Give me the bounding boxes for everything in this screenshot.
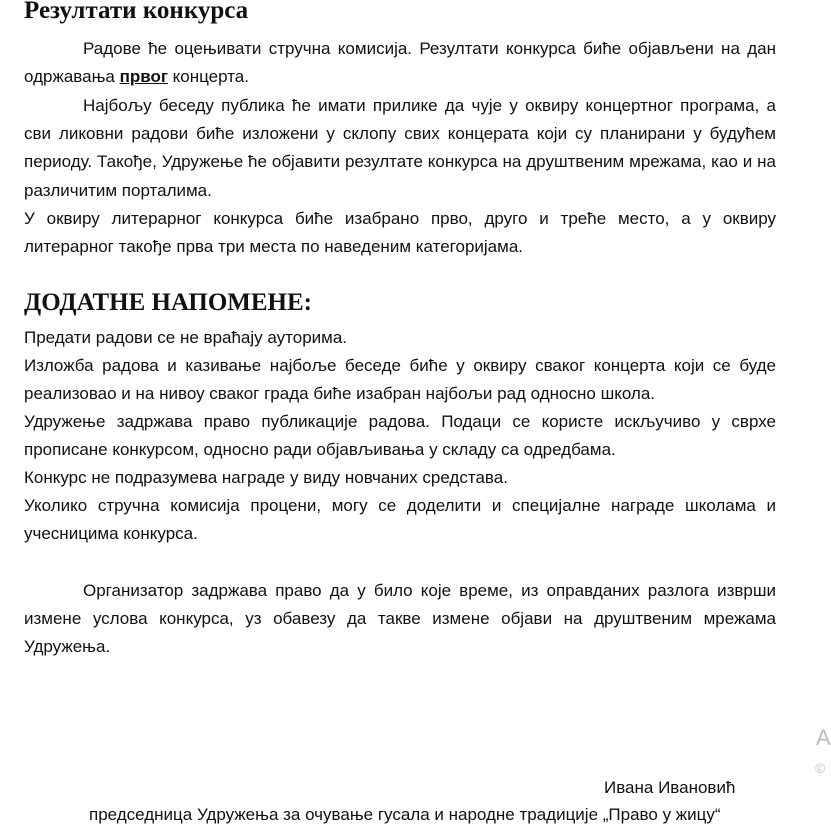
notes-heading: ДОДАТНЕ НАПОМЕНЕ:: [24, 289, 312, 316]
note-item: Удружење задржава право публикације радова. Подаци се користе искључиво у сврхе прописане конкурсом, односно ради објављивања у складу са одредбама.: [24, 412, 776, 460]
note-item: Уколико стручна комисија процени, могу се доделити и специјалне награде школама и учесницима конкурса.: [24, 496, 776, 544]
margin-copyright-glyph: ©: [815, 760, 826, 776]
results-heading: Резултати конкурса: [24, 0, 249, 24]
results-paragraph-3: У оквиру литерарног конкурса биће изабрано прво, друго и треће место, а у оквиру литерарног такође прва три места по наведеним категоријама.: [24, 209, 776, 257]
signature-role: председница Удружења за очување гусала и народне традиције „Право у жицу“: [89, 805, 721, 824]
organizer-note: Организатор задржава право да у било које време, из оправданих разлога изврши измене услова конкурса, уз обавезу да такве измене објави на друштвеним мрежама Удружења.: [24, 581, 776, 657]
signature-name: Ивана Ивановић: [604, 778, 736, 797]
results-paragraph-1: [24, 35, 776, 91]
note-item: Изложба радова и казивање најбоље беседе биће у оквиру сваког концерта који се буде реализовао и на нивоу сваког града биће изабран најбољи рад односно школа.: [24, 356, 776, 404]
results-paragraph-2: Најбољу беседу публика ће имати прилике да чује у оквиру концертног програма, а сви ликовни радови биће изложени у склопу свих концерата који су планирани у будућем периоду. Такође, Удружење ће објавити резултате конкурса на друштвеним мрежама, као и на различитим порталима.: [24, 96, 776, 200]
results-p1-text: Радове ће оцењивати стручна комисија. Резултати конкурса биће објављени на дан одржавања: [24, 39, 776, 87]
results-p1-tail: концерта.: [167, 67, 249, 87]
note-item: Конкурс не подразумева награде у виду новчаних средстава.: [24, 468, 508, 487]
margin-letter-glyph: A: [816, 725, 831, 750]
note-item: Предати радови се не враћају ауторима.: [24, 328, 348, 347]
first-concert-emphasis: првог: [119, 67, 168, 87]
